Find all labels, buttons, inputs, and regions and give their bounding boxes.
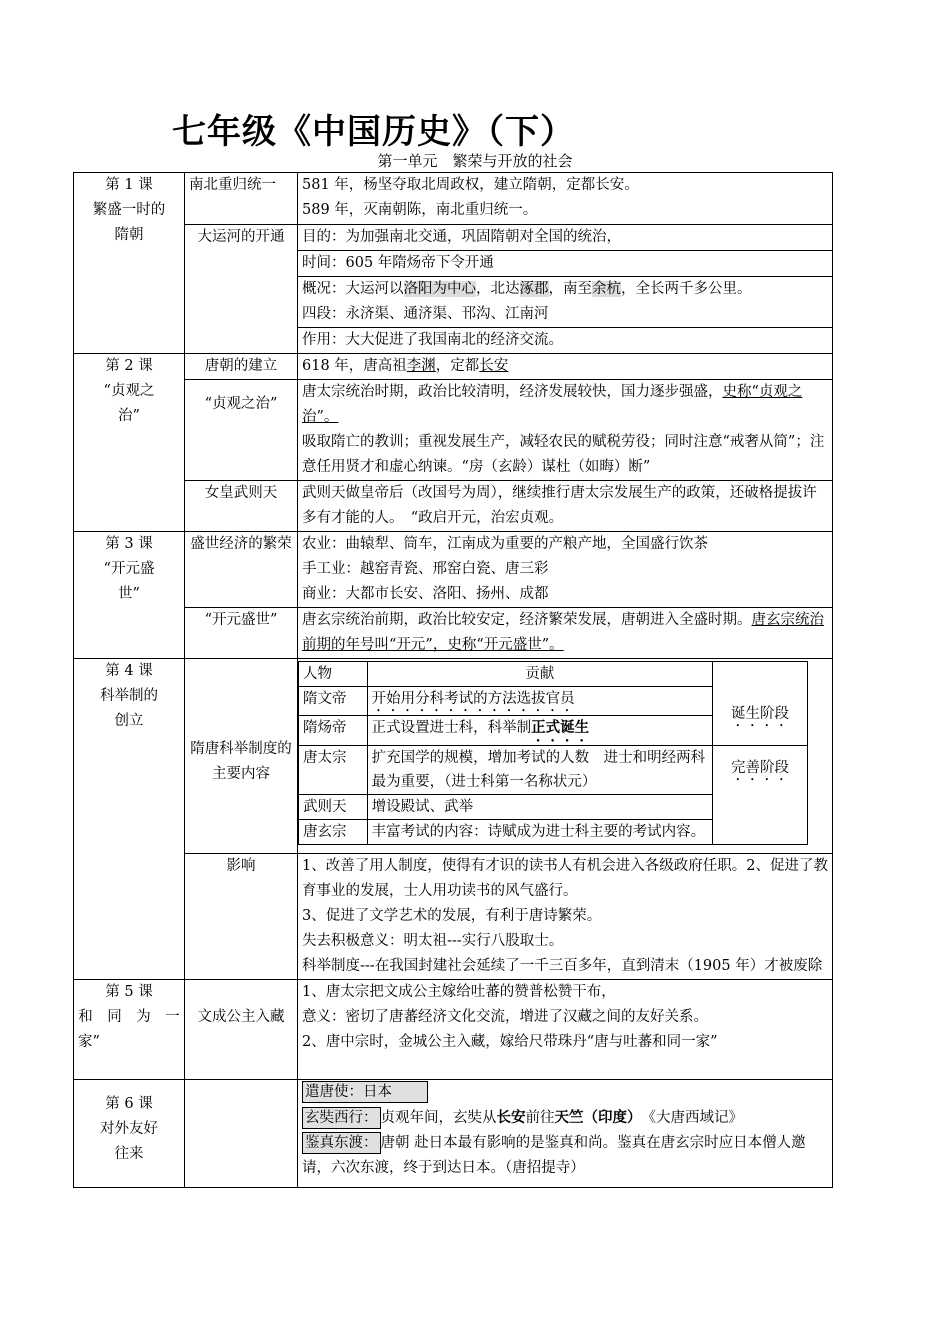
lesson4-row2 xyxy=(74,854,833,980)
lesson2-row2 xyxy=(74,380,833,481)
exam-inner-table xyxy=(298,661,808,845)
person-cell: 隋文帝 xyxy=(299,687,368,716)
inner-row xyxy=(299,746,808,795)
zhenguan-content: 唐太宗统治时期，政治比较清明，经济发展较快，国力逐步强盛，史称“贞观之治”。 吸取隋亡的教训；重视发展生产，减轻农民的赋税劳役；同时注意“戒奢从简”；注意任用贤才和虚心纳谏。“房（玄龄）谋杜（如晦）断” xyxy=(298,380,833,481)
tag-envoys: 遣唐使：日本 xyxy=(302,1081,428,1103)
history-table xyxy=(73,172,833,1188)
contribution-cell: 正式设置进士科，科举制正式诞生 xyxy=(367,716,712,746)
lesson1-row2 xyxy=(74,225,833,354)
lesson2-label: 第 2 课 “贞观之 治” xyxy=(74,354,185,532)
inner-header xyxy=(299,662,808,687)
topic-wencheng: 文成公主入藏 xyxy=(185,980,298,1080)
topic-influence: 影响 xyxy=(185,854,298,980)
lesson1-row1 xyxy=(74,173,833,225)
canal-effect: 作用：大大促进了我国南北的经济交流。 xyxy=(302,332,563,348)
economy-content: 农业：曲辕犁、筒车，江南成为重要的产粮产地，全国盛行饮茶 手工业：越窑青瓷、邢窑白瓷、唐三彩 商业：大都市长安、洛阳、扬州、成都 xyxy=(298,532,833,608)
lesson5-row xyxy=(74,980,833,1080)
tag-xuanzang: 玄奘西行： xyxy=(302,1107,381,1129)
contribution-cell: 增设殿试、武举 xyxy=(367,795,712,820)
topic-prosperous-economy: 盛世经济的繁荣 xyxy=(185,532,298,608)
wu-zetian-content: 武则天做皇帝后（改国号为周），继续推行唐太宗发展生产的政策，还破格提拔许多有才能的人。 “政启开元，治宏贞观。 xyxy=(298,481,833,532)
tag-jianzhen: 鉴真东渡： xyxy=(302,1132,381,1154)
contribution-cell: 丰富考试的内容：诗赋成为进士科主要的考试内容。 xyxy=(367,820,712,845)
influence-content: 1、改善了用人制度，使得有才识的读书人有机会进入各级政府任职。2、促进了教育事业的发展，士人用功读书的风气盛行。 3、促进了文学艺术的发展，有利于唐诗繁荣。 失去积极意义：明太祖---实行八股取士。 科举制度---在我国封建社会延续了一千三百多年，直到清末（1905 年）才被废除 xyxy=(298,854,833,980)
foreign-exchange-content: 遣唐使：日本 玄奘西行： 贞观年间，玄奘从长安前往天竺（印度） 《大唐西域记》 鉴真东渡： 唐朝 赴日本最有影响的是鉴真和尚。鉴真在唐玄宗时应日本僧人邀请，六次东渡，终于到达日本。（唐招提寺） xyxy=(298,1080,833,1188)
lesson4-label: 第 4 课 科举制的 创立 xyxy=(74,659,185,980)
stage-birth: 诞生阶段 xyxy=(713,687,808,746)
unit-title: 第一单元 繁荣与开放的社会 xyxy=(377,152,573,170)
lesson2-row1 xyxy=(74,354,833,380)
col-contribution: 贡献 xyxy=(367,662,712,687)
person-cell: 隋炀帝 xyxy=(299,716,368,746)
lesson3-label: 第 3 课 “开元盛 世” xyxy=(74,532,185,659)
lesson5-label: 第 5 课 和 同 为 一 家” xyxy=(74,980,185,1080)
stage-spacer xyxy=(713,662,808,687)
page-title: 七年级《中国历史》（下） xyxy=(172,112,575,152)
person-cell: 武则天 xyxy=(299,795,368,820)
lesson1-label: 第 1 课 繁盛一时的 隋朝 xyxy=(74,173,185,354)
wencheng-content: 1、唐太宗把文成公主嫁给吐蕃的赞普松赞干布， 意义：密切了唐蕃经济文化交流，增进了汉藏之间的友好关系。 2、唐中宗时，金城公主入藏，嫁给尺带珠丹“唐与吐蕃和同一家” xyxy=(298,980,833,1080)
reunification-content: 581 年，杨坚夺取北周政权，建立隋朝，定都长安。 589 年，灭南朝陈，南北重归统一。 xyxy=(298,173,833,225)
inner-row xyxy=(299,687,808,716)
canal-purpose: 目的：为加强南北交通，巩固隋朝对全国的统治， xyxy=(298,225,832,251)
tang-founding-content: 618 年，唐高祖李渊，定都长安 xyxy=(298,354,833,380)
canal-time: 时间：605 年隋炀帝下令开通 xyxy=(298,251,832,277)
canal-overview: 概况：大运河以洛阳为中心，北达涿郡，南至余杭，全长两千多公里。 xyxy=(302,281,752,297)
lesson3-row1 xyxy=(74,532,833,608)
topic-wu-zetian: 女皇武则天 xyxy=(185,481,298,532)
lesson6-label: 第 6 课 对外友好 往来 xyxy=(74,1080,185,1188)
topic-grand-canal: 大运河的开通 xyxy=(185,225,298,354)
person-cell: 唐太宗 xyxy=(299,746,368,795)
grand-canal-content xyxy=(298,225,833,354)
lesson6-row xyxy=(74,1080,833,1188)
topic-reunification: 南北重归统一 xyxy=(185,173,298,225)
canal-sections: 四段：永济渠、通济渠、邗沟、江南河 xyxy=(298,302,832,328)
person-cell: 唐玄宗 xyxy=(299,820,368,845)
topic-kaiyuan: “开元盛世” xyxy=(185,608,298,659)
topic-tang-founding: 唐朝的建立 xyxy=(185,354,298,380)
lesson3-row2 xyxy=(74,608,833,659)
topic-zhenguan: “贞观之治” xyxy=(185,380,298,481)
contribution-cell: 开始用分科考试的方法选拔官员 xyxy=(367,687,712,716)
exam-content-cell xyxy=(298,659,833,854)
contribution-cell: 扩充国学的规模，增加考试的人数 进士和明经两科最为重要，（进士科第一名称状元） xyxy=(367,746,712,795)
lesson2-row3 xyxy=(74,481,833,532)
lesson4-row1 xyxy=(74,659,833,854)
topic-exam-content: 隋唐科举制度的主要内容 xyxy=(185,659,298,854)
topic-empty xyxy=(185,1080,298,1188)
col-person: 人物 xyxy=(299,662,368,687)
kaiyuan-content: 唐玄宗统治前期，政治比较安定，经济繁荣发展，唐朝进入全盛时期。唐玄宗统治前期的年号叫“开元”，史称“开元盛世”。 xyxy=(298,608,833,659)
stage-improve: 完善阶段 xyxy=(713,746,808,845)
